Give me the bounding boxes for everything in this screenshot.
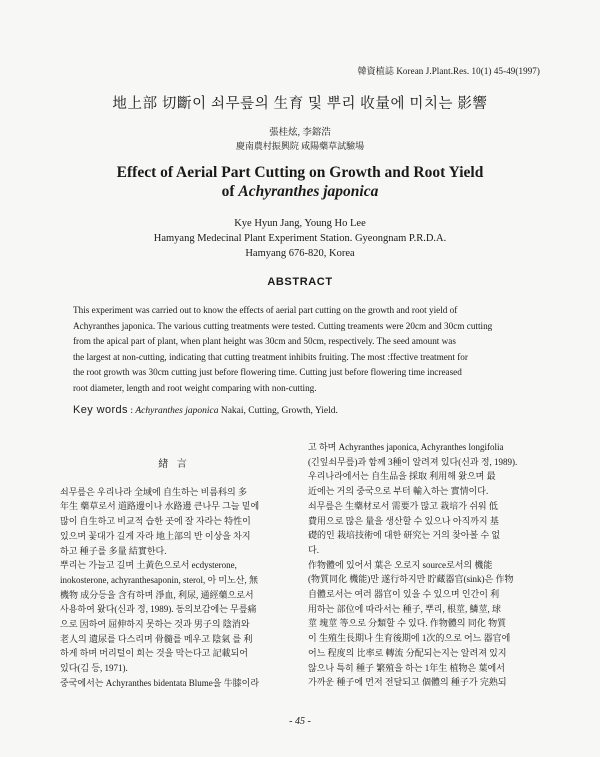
body-line: 많이 自生하고 비교적 습한 곳에 잘 자라는 特性이 — [60, 516, 251, 527]
korean-affiliation: 慶南農村振興院 咸陽藥草試驗場 — [235, 141, 365, 151]
body-line: 機物 成分등을 含有하며 淨血, 利尿, 通經藥으로서 — [60, 589, 254, 600]
body-line: 사용하여 왔다(신과 정, 1989). 동의보감에는 무릎痛 — [60, 604, 257, 615]
body-line: 쇠무릎은 우리나라 全域에 自生하는 비름科의 多 — [60, 486, 247, 497]
body-line: 어느 程度의 比率로 轉流 分配되는지는 알려져 있지 — [308, 647, 507, 658]
english-authors: Kye Hyun Jang, Young Ho Lee — [234, 218, 366, 229]
body-line: (긴잎쇠무릎)과 함께 3種이 알려져 있다(신과 정, 1989). — [308, 456, 518, 467]
english-title-line1: Effect of Aerial Part Cutting on Growth and Root Yield — [116, 164, 484, 181]
abstract-body — [73, 303, 535, 397]
keywords-rest: Nakai, Cutting, Growth, Yield. — [218, 406, 338, 416]
abstract-line: from the apical part of plant, when plant height was 30cm and 50cm, respectively. The seed amount was — [73, 336, 456, 347]
abstract-line: the largest at non-cutting, indicating that cutting treatment inhibits fruiting. The most :ffective treatment for — [73, 351, 468, 362]
journal-citation: 韓資植誌 Korean J.Plant.Res. 10(1) 45-49(1997) — [357, 66, 540, 76]
body-line: 있다(김 등, 1971). — [60, 663, 128, 674]
english-address: Hamyang 676-820, Korea — [245, 248, 355, 259]
body-line: 않으나 특히 種子 繁殖을 하는 1年生 植物은 葉에서 — [308, 662, 505, 673]
keywords — [73, 404, 543, 416]
english-title-line2 — [0, 182, 600, 201]
korean-title: 地上部 切斷이 쇠무릎의 生育 및 뿌리 收量에 미치는 影響 — [112, 96, 488, 112]
body-line: 가까운 種子에 먼저 전달되고 個體의 種子가 完熟되 — [308, 677, 507, 688]
keywords-separator: : — [127, 406, 136, 416]
abstract-line: root diameter, length and root weight comparing with non-cutting. — [73, 382, 317, 393]
english-title-species: Achyranthes japonica — [238, 183, 379, 200]
abstract-line: the root growth was 30cm cutting just before flowering time. Cutting just before flowering time increased — [73, 367, 462, 378]
body-line: 뿌리는 가늘고 길며 土黃色으로서 ecdysterone, — [60, 560, 237, 571]
right-column — [308, 440, 536, 690]
body-line: 하게 하며 머리털이 희는 것을 막는다고 記載되어 — [60, 648, 248, 659]
body-line: 礎的인 栽培技術에 대한 研究는 거의 찾아볼 수 없 — [308, 530, 501, 541]
korean-authors: 張桂炫, 李鎔浩 — [269, 128, 331, 138]
english-title — [0, 163, 600, 201]
body-line: 用하는 部位에 따라서는 種子, 뿌리, 根莖, 鱗莖, 球 — [308, 603, 501, 614]
keywords-label: Key words — [73, 404, 128, 416]
body-line: 近에는 거의 중국으로 부터 輸入하는 實情이다. — [308, 486, 489, 497]
body-line: 老人의 遺尿를 다스리며 骨髓를 메우고 陰氣 를 利 — [60, 633, 253, 644]
body-line: 하고 種子를 多量 結實한다. — [60, 545, 167, 556]
abstract-line: This experiment was carried out to know the effects of aerial part cutting on the growth and root yield of — [73, 305, 458, 315]
body-line: 다. — [308, 544, 319, 555]
body-line: 쇠무릎은 生藥材로서 需要가 많고 栽培가 쉬워 低 — [308, 500, 498, 511]
body-line: 自體로서는 여러 器官이 있을 수 있으며 인간이 利 — [308, 589, 500, 600]
left-column — [60, 440, 288, 691]
body-line: 있으며 꽃대가 길게 자라 地上部의 반 이상을 차지 — [60, 530, 251, 541]
keywords-species: Achyranthes japonica — [135, 406, 219, 416]
abstract-heading: ABSTRACT — [267, 276, 333, 288]
body-line: 年生 藥草로서 道路邊이나 水路邊 큰나무 그늘 밑에 — [60, 501, 260, 512]
page-number: - 45 - — [289, 716, 311, 727]
body-line: 우리나라에서는 自生品을 採取 利用해 왔으며 最 — [308, 471, 496, 482]
english-title-prefix: of — [221, 183, 239, 200]
body-line: 費用으로 많은 量을 생산할 수 있으나 아직까지 基 — [308, 515, 499, 526]
body-line: 이 生殖生長期나 生育後期에 1次的으로 어느 器官에 — [308, 633, 511, 644]
body-line: inokosterone, achyranthesaponin, sterol, 아 미노산, 無 — [60, 574, 258, 585]
body-line: 중국에서는 Achyranthes bidentata Blume을 牛膝이라 — [60, 677, 260, 688]
body-line: 莖 塊莖 等으로 分類할 수 있다. 作物體의 同化 物質 — [308, 618, 507, 629]
section-heading-introduction: 緖 言 — [158, 459, 190, 470]
abstract-line: Achyranthes japonica. The various cutting treatments were tested. Cutting treaments were 20cm and 30cm cutting — [73, 320, 493, 331]
english-affiliation: Hamyang Medecinal Plant Experiment Station. Gyeongnam P.R.D.A. — [153, 233, 447, 244]
body-line: 으로 因하여 屈伸하지 못하는 것과 男子의 陰消와 — [60, 619, 250, 630]
body-line: 作物體에 있어서 葉은 오로지 source로서의 機能 — [308, 559, 493, 570]
body-line: 고 하며 Achyranthes japonica, Achyranthes longifolia — [308, 442, 504, 452]
english-author-block — [0, 216, 600, 261]
body-line: (物質同化 機能)만 遂行하지만 貯藏器官(sink)은 作物 — [308, 574, 514, 585]
